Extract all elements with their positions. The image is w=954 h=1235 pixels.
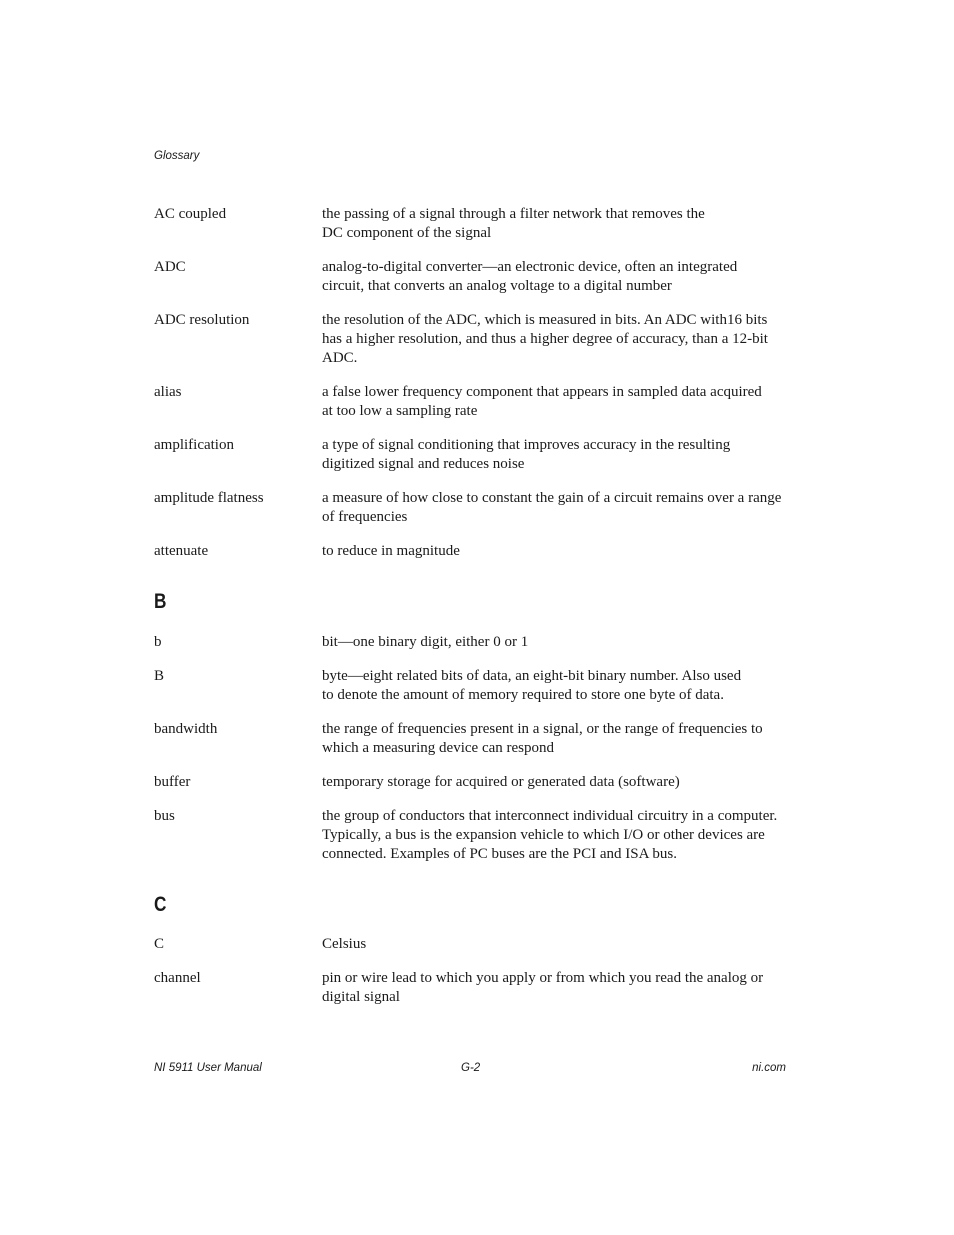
glossary-definition: Celsius <box>322 936 367 952</box>
glossary-definition: a type of signal conditioning that improves accuracy in the resulting digitized signal and reduces noise <box>322 437 731 472</box>
glossary-definition: the passing of a signal through a filter network that removes the DC component of the signal <box>322 206 705 241</box>
glossary-term: ADC <box>154 259 186 275</box>
glossary-definition: a measure of how close to constant the gain of a circuit remains over a range of frequencies <box>322 490 782 525</box>
glossary-term: C <box>154 936 165 952</box>
glossary-definition: byte—eight related bits of data, an eight-bit binary number. Also used to denote the amount of memory required to store one byte of data. <box>322 668 742 703</box>
glossary-definition: temporary storage for acquired or generated data (software) <box>322 774 680 790</box>
glossary-definition: the group of conductors that interconnect individual circuitry in a computer. Typically, a bus is the expansion vehicle to which I/O or other devices are connected. Examples of PC buses are the PCI and ISA bus. <box>322 808 778 862</box>
glossary-term: ADC resolution <box>154 312 250 328</box>
glossary-term: B <box>154 668 165 684</box>
glossary-definition: the resolution of the ADC, which is measured in bits. An ADC with16 bits has a higher resolution, and thus a higher degree of accuracy, than a 12-bit ADC. <box>322 312 768 366</box>
glossary-definition: bit—one binary digit, either 0 or 1 <box>322 634 529 650</box>
page-header: Glossary <box>154 150 200 162</box>
glossary-definition: a false lower frequency component that appears in sampled data acquired at too low a sampling rate <box>322 384 762 419</box>
glossary-term: b <box>154 634 162 650</box>
glossary-term: channel <box>154 970 201 986</box>
glossary-definition: pin or wire lead to which you apply or from which you read the analog or digital signal <box>322 970 764 1005</box>
footer-page-number: G-2 <box>461 1062 481 1074</box>
glossary-term: alias <box>154 384 182 400</box>
glossary-term: bus <box>154 808 175 824</box>
glossary-term: attenuate <box>154 543 209 559</box>
footer-website: ni.com <box>752 1062 786 1074</box>
section-heading-c: C <box>154 893 167 916</box>
glossary-term: buffer <box>154 774 191 790</box>
glossary-definition: to reduce in magnitude <box>322 543 460 559</box>
glossary-term: amplitude flatness <box>154 490 264 506</box>
glossary-definition: the range of frequencies present in a signal, or the range of frequencies to which a measuring device can respond <box>322 721 763 756</box>
glossary-term: bandwidth <box>154 721 218 737</box>
glossary-term: amplification <box>154 437 234 453</box>
section-heading-b: B <box>154 590 167 613</box>
glossary-definition: analog-to-digital converter—an electronic device, often an integrated circuit, that converts an analog voltage to a digital number <box>322 259 738 294</box>
glossary-term: AC coupled <box>154 206 227 222</box>
footer-manual-title: NI 5911 User Manual <box>154 1062 262 1074</box>
